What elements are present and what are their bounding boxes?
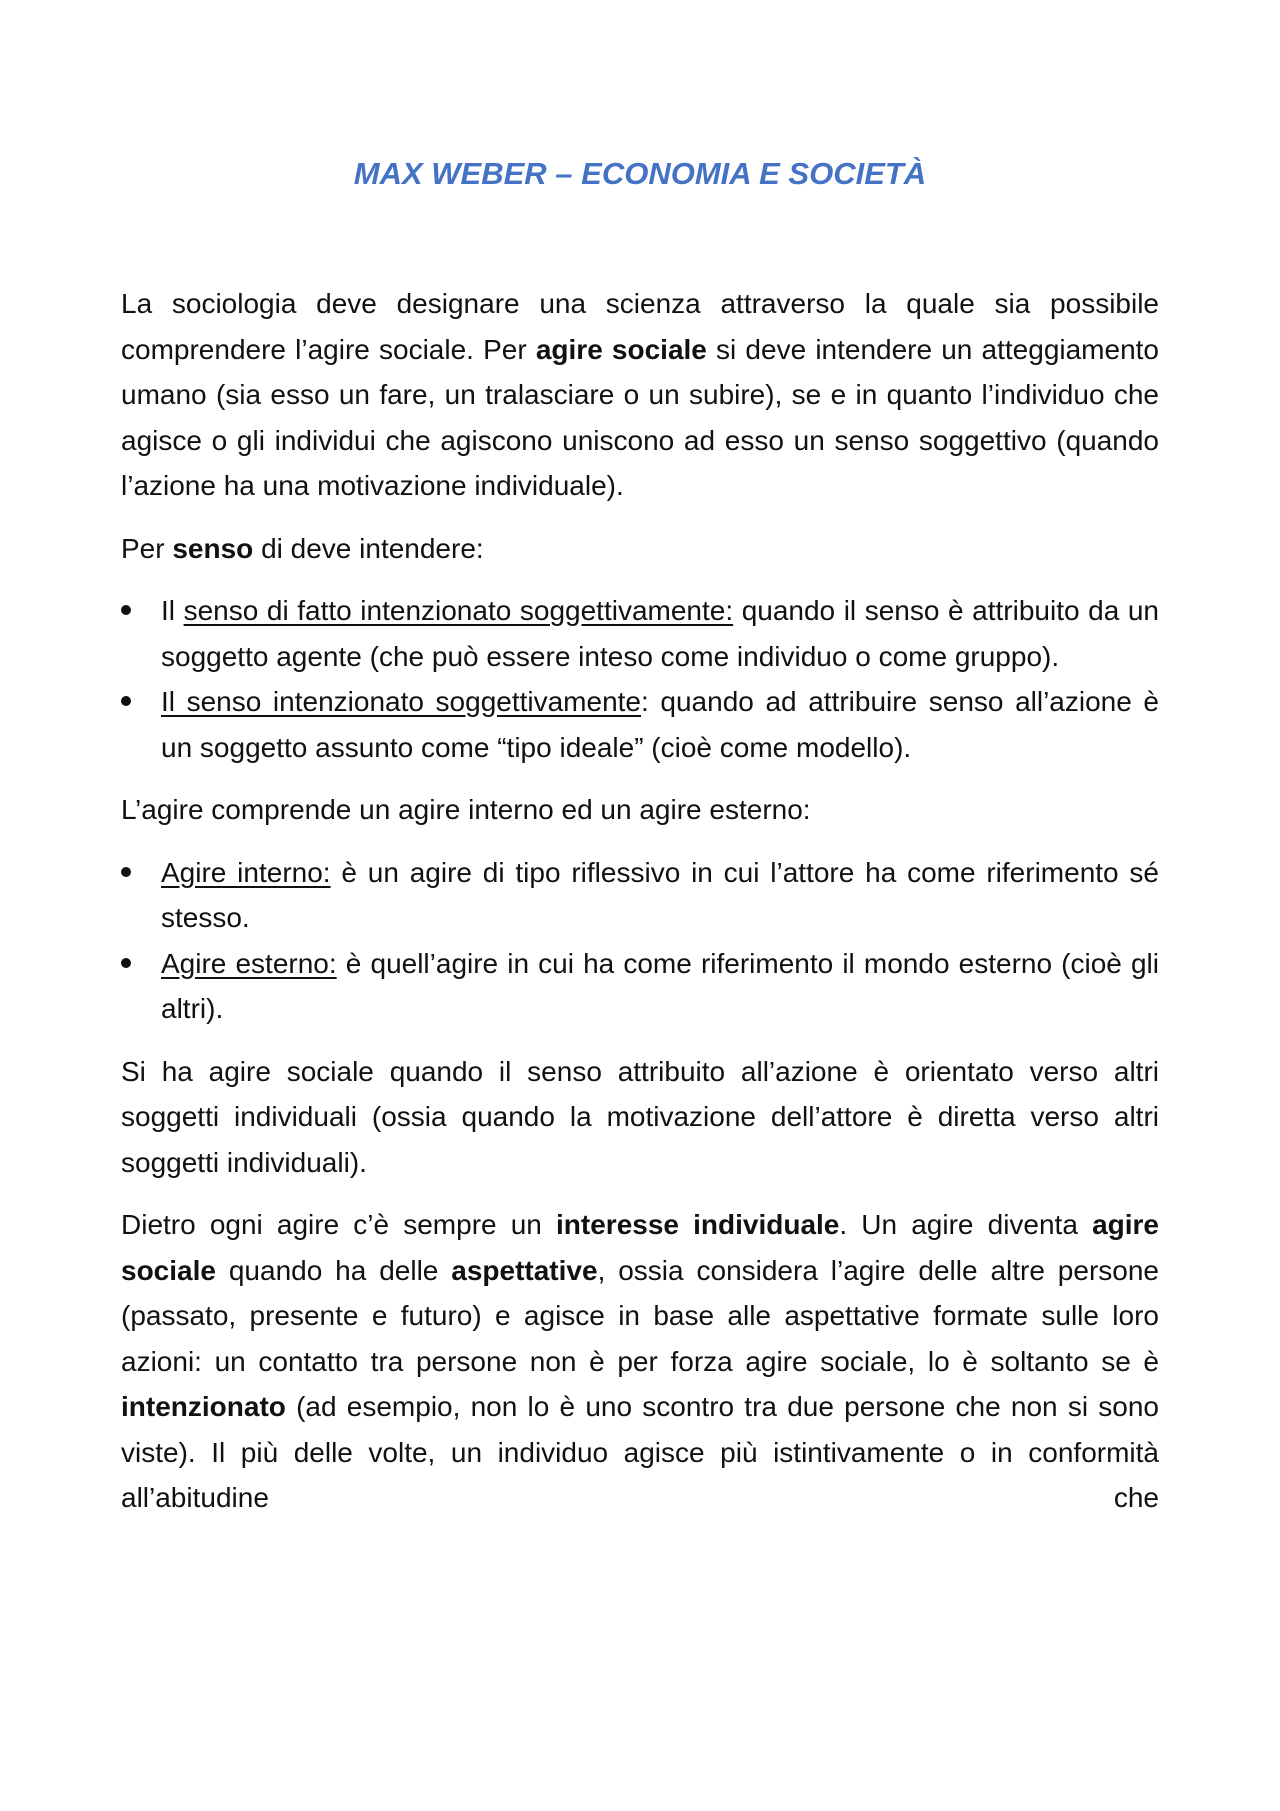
bullet-icon — [121, 696, 131, 706]
paragraph-si-ha-agire-sociale: Si ha agire sociale quando il senso attribuito all’azione è orientato verso altri soggetti individuali (ossia quando la motivazione dell’attore è diretta verso altri soggetti individuali). — [121, 1055, 1159, 1178]
underlined-term: Agire interno: — [161, 856, 331, 888]
bold-term: senso — [172, 532, 254, 564]
list-item: Agire esterno: è quell’agire in cui ha come riferimento il mondo esterno (cioè gli altri). — [121, 941, 1159, 1032]
underlined-term: senso di fatto intenzionato soggettivamente: — [183, 595, 734, 626]
paragraph-agire-sociale: La sociologia deve designare una scienza attraverso la quale sia possibile comprendere l’agire sociale. Per agire sociale si deve intendere un atteggiamento umano (sia esso un fare, un tralasciare o un subire), se e in quanto l’individuo che agisce o gli individui che agiscono uniscono ad esso un senso soggettivo (quando l’azione ha una motivazione individuale). — [121, 288, 1160, 501]
underlined-term: Agire esterno: — [161, 947, 337, 979]
bold-term: agire sociale — [535, 333, 707, 365]
document-body — [121, 281, 1159, 1521]
bold-term: interesse individuale — [556, 1209, 840, 1240]
paragraph-senso: Per senso di deve intendere: — [121, 532, 484, 564]
bold-term: agire sociale — [121, 1209, 1159, 1286]
bullet-icon — [121, 867, 131, 877]
list-item: Agire interno: è un agire di tipo riflessivo in cui l’attore ha come riferimento sé stesso. — [121, 850, 1159, 941]
underlined-term: Il senso intenzionato soggettivamente — [161, 686, 642, 717]
agire-list — [121, 850, 1159, 1032]
senso-list — [121, 588, 1159, 770]
paragraph-interesse-individuale: Dietro ogni agire c’è sempre un interesse individuale. Un agire diventa agire sociale quando ha delle aspettative, ossia considera l’agire delle altre persone (passato, presente e futuro) e agisce in base alle aspettative formate sulle loro azioni: un contatto tra persone non è per forza agire sociale, lo è soltanto se è intenzionato (ad esempio, non lo è uno scontro tra due persone che non si sono viste). Il più delle volte, un individuo agisce più istintivamente o in conformità all’abitudine che — [121, 1209, 1159, 1513]
list-item: Il senso intenzionato soggettivamente: quando ad attribuire senso all’azione è un soggetto assunto come “tipo ideale” (cioè come modello). — [121, 679, 1159, 770]
document-title: MAX WEBER – ECONOMIA E SOCIETÀ — [353, 156, 927, 191]
bullet-icon — [121, 605, 131, 615]
bold-term: intenzionato — [121, 1391, 286, 1422]
paragraph-agire-interno-esterno: L’agire comprende un agire interno ed un agire esterno: — [121, 794, 811, 825]
bold-term: aspettative — [451, 1254, 598, 1286]
bullet-icon — [121, 958, 131, 968]
list-item: Il senso di fatto intenzionato soggettivamente: quando il senso è attribuito da un soggetto agente (che può essere inteso come individuo o come gruppo). — [121, 588, 1159, 679]
